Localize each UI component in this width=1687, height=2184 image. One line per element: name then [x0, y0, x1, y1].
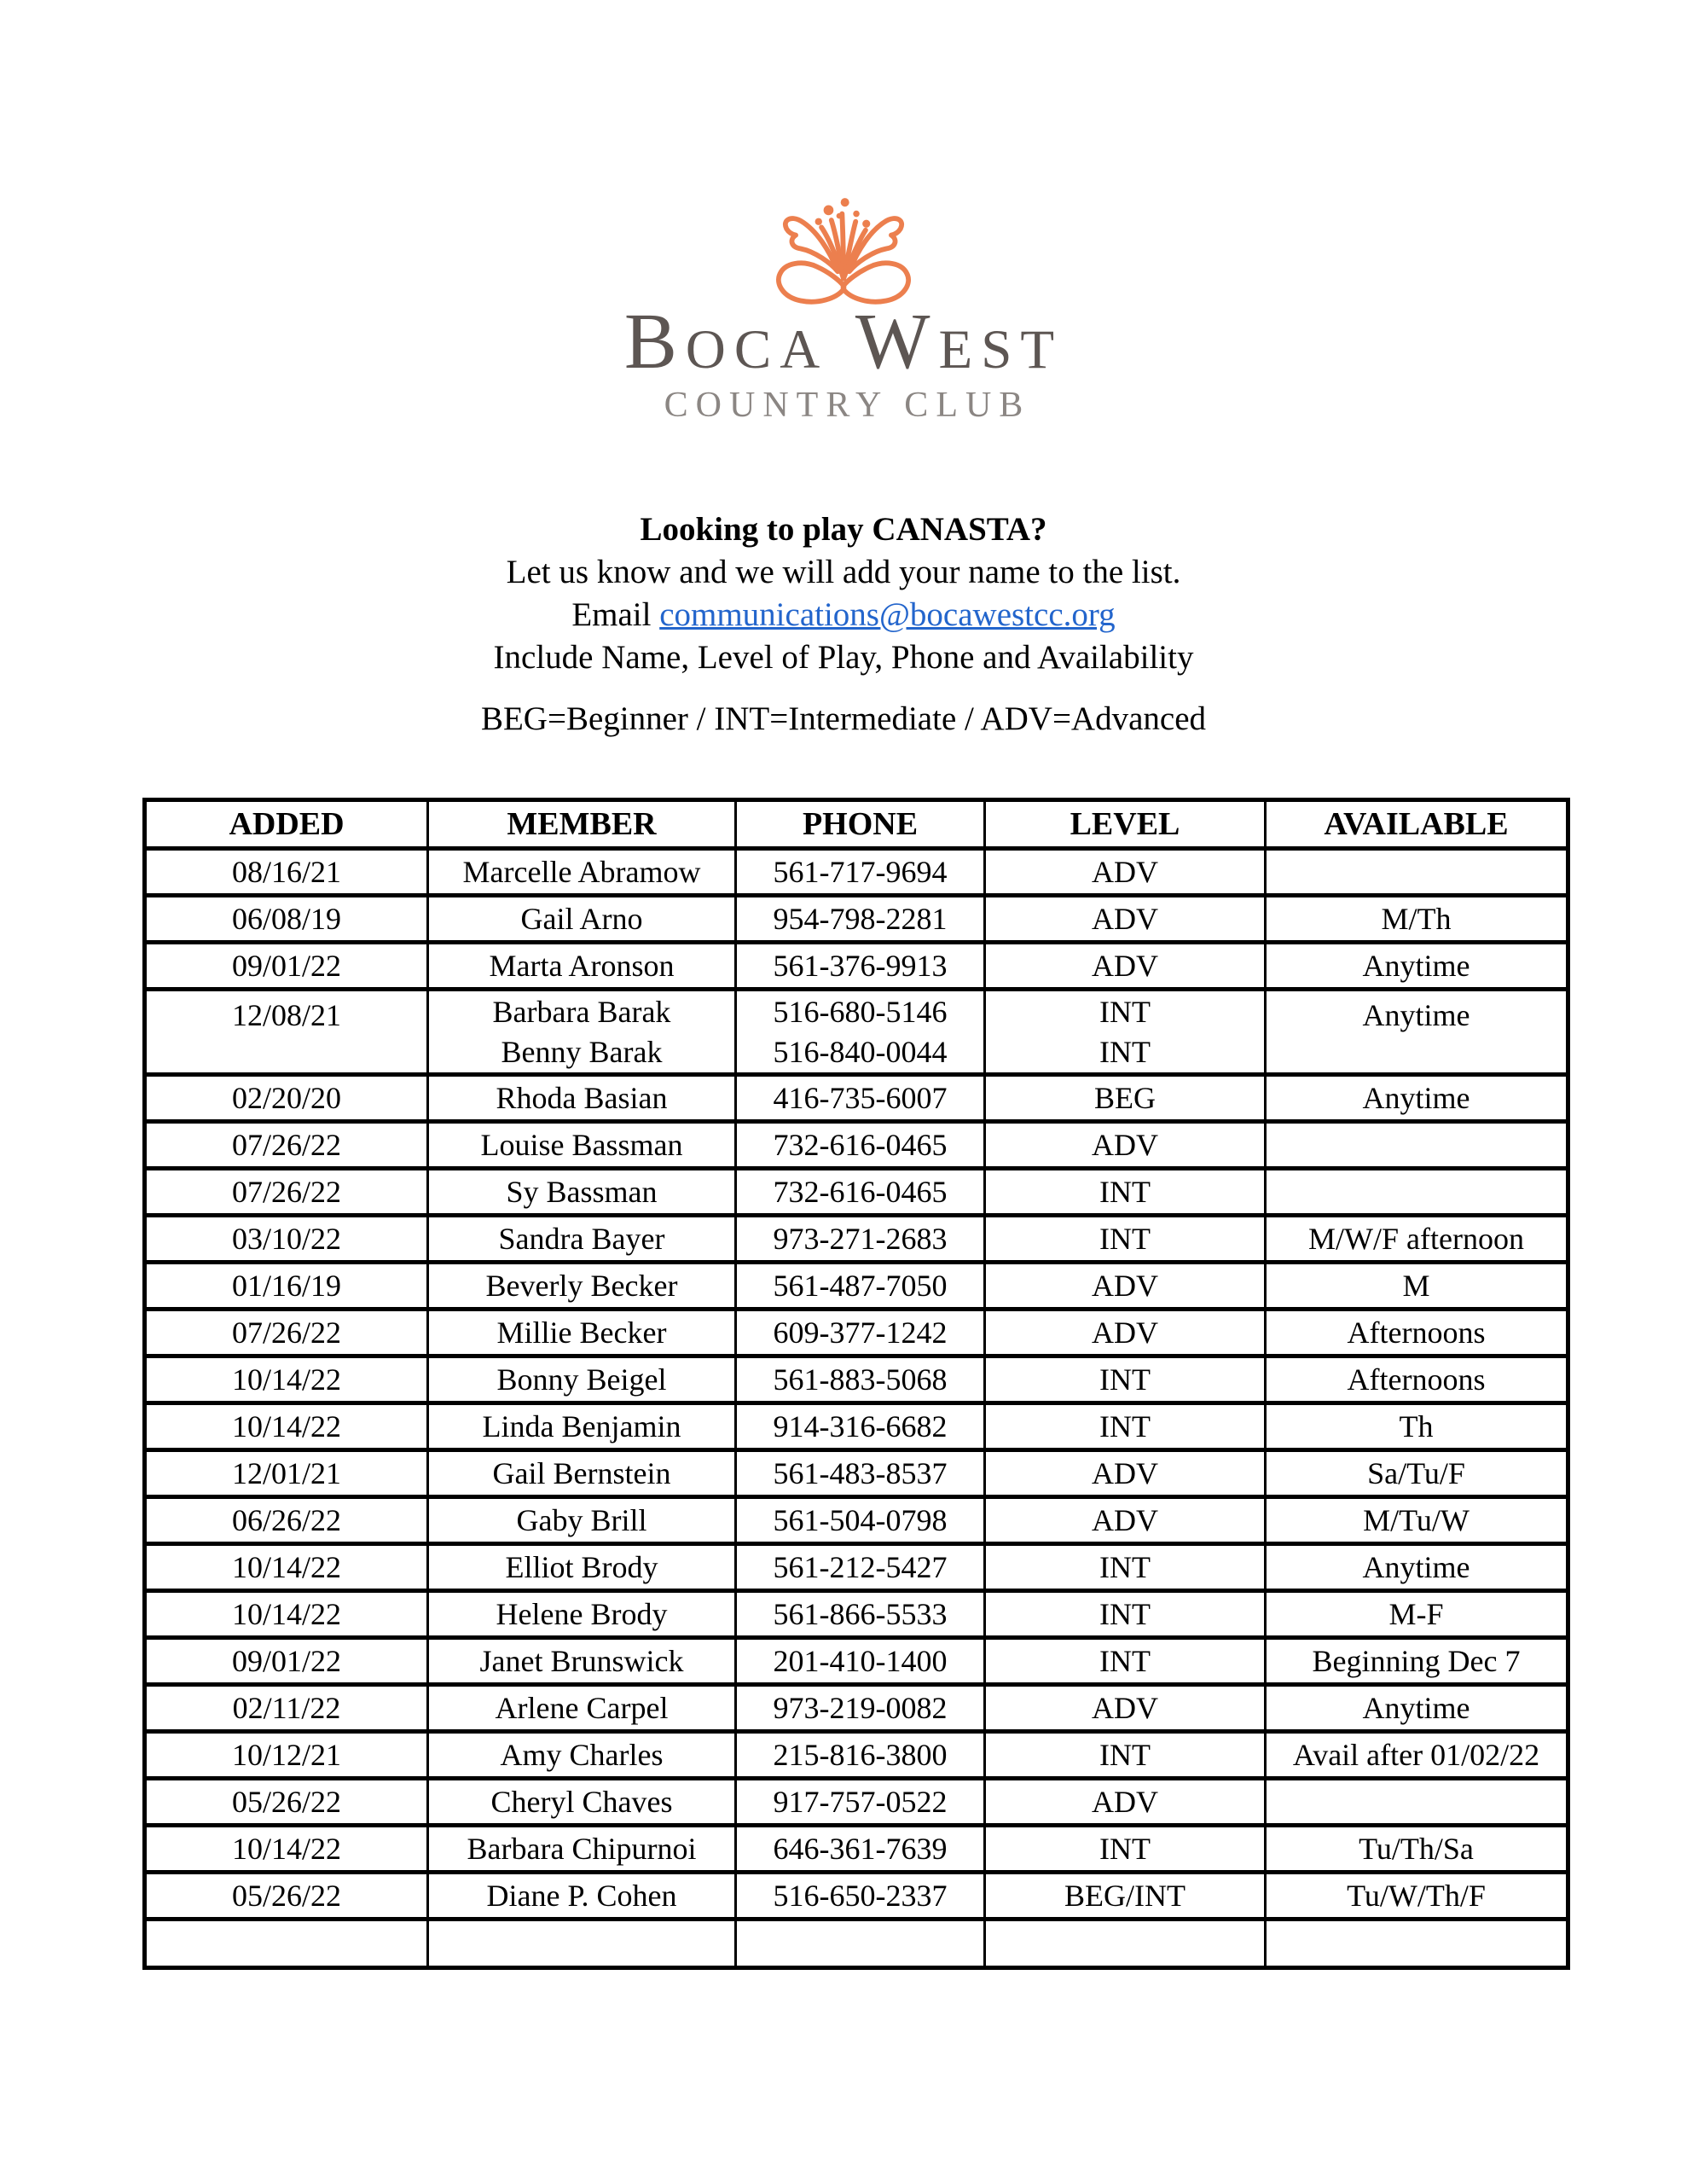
cell-phone	[736, 1920, 985, 1968]
cell-member: Louise Bassman	[428, 1122, 736, 1169]
cell-phone: 215-816-3800	[736, 1732, 985, 1779]
cell-member: Diane P. Cohen	[428, 1873, 736, 1920]
cell-added: 07/26/22	[145, 1122, 428, 1169]
cell-phone: 561-487-7050	[736, 1263, 985, 1310]
cell-phone: 732-616-0465	[736, 1122, 985, 1169]
cell-member: Gail Arno	[428, 896, 736, 943]
cell-level: ADV	[985, 1685, 1266, 1732]
cell-level: INT	[985, 1544, 1266, 1591]
cell-added: 08/16/21	[145, 849, 428, 896]
cell-available: Tu/W/Th/F	[1266, 1873, 1568, 1920]
cell-phone: 201-410-1400	[736, 1638, 985, 1685]
cell-available: Avail after 01/02/22	[1266, 1732, 1568, 1779]
cell-phone: 561-866-5533	[736, 1591, 985, 1638]
column-header-added: ADDED	[145, 800, 428, 849]
cell-added: 02/11/22	[145, 1685, 428, 1732]
table-row	[145, 990, 1568, 1075]
table-row	[145, 1216, 1568, 1263]
logo-wordmark: Boca West	[623, 298, 1064, 386]
table-row	[145, 1075, 1568, 1122]
table-row	[145, 1356, 1568, 1403]
cell-level: INT	[985, 1216, 1266, 1263]
cell-available: M/Th	[1266, 896, 1568, 943]
cell-phone: 973-219-0082	[736, 1685, 985, 1732]
cell-added: 10/14/22	[145, 1826, 428, 1873]
table-row	[145, 1779, 1568, 1826]
table-row	[145, 1591, 1568, 1638]
cell-member: Linda Benjamin	[428, 1403, 736, 1450]
cell-member: Arlene Carpel	[428, 1685, 736, 1732]
cell-available: Anytime	[1266, 990, 1568, 1075]
cell-level: INT	[985, 1169, 1266, 1216]
cell-phone: 914-316-6682	[736, 1403, 985, 1450]
cell-available	[1266, 1779, 1568, 1826]
cell-member: Gaby Brill	[428, 1497, 736, 1544]
table-row	[145, 1450, 1568, 1497]
cell-member: Helene Brody	[428, 1591, 736, 1638]
cell-member: Rhoda Basian	[428, 1075, 736, 1122]
cell-available: Afternoons	[1266, 1356, 1568, 1403]
cell-added: 10/14/22	[145, 1544, 428, 1591]
cell-added: 12/01/21	[145, 1450, 428, 1497]
cell-available: Sa/Tu/F	[1266, 1450, 1568, 1497]
cell-added: 10/12/21	[145, 1732, 428, 1779]
cell-phone: 516-650-2337	[736, 1873, 985, 1920]
cell-phone: 516-680-5146 516-840-0044	[736, 990, 985, 1075]
cell-phone: 561-504-0798	[736, 1497, 985, 1544]
cell-added: 10/14/22	[145, 1403, 428, 1450]
cell-added: 10/14/22	[145, 1591, 428, 1638]
cell-added: 05/26/22	[145, 1779, 428, 1826]
table-row	[145, 943, 1568, 990]
cell-available: M/Tu/W	[1266, 1497, 1568, 1544]
email-label: Email	[571, 596, 660, 633]
cell-level: ADV	[985, 943, 1266, 990]
intro-line-email	[0, 594, 1687, 636]
cell-level: INT INT	[985, 990, 1266, 1075]
table-row-empty	[145, 1920, 1568, 1968]
cell-level: INT	[985, 1591, 1266, 1638]
cell-level: INT	[985, 1356, 1266, 1403]
email-link[interactable]: communications@bocawestcc.org	[659, 596, 1116, 633]
cell-phone: 732-616-0465	[736, 1169, 985, 1216]
table-header-row	[145, 800, 1568, 849]
cell-phone: 561-883-5068	[736, 1356, 985, 1403]
cell-available: M	[1266, 1263, 1568, 1310]
cell-level: ADV	[985, 1450, 1266, 1497]
cell-added: 09/01/22	[145, 943, 428, 990]
cell-available	[1266, 1169, 1568, 1216]
cell-added	[145, 1920, 428, 1968]
cell-level: ADV	[985, 1122, 1266, 1169]
cell-phone: 561-717-9694	[736, 849, 985, 896]
cell-available: Anytime	[1266, 1075, 1568, 1122]
table-row	[145, 896, 1568, 943]
cell-added: 06/08/19	[145, 896, 428, 943]
cell-member: Barbara Barak Benny Barak	[428, 990, 736, 1075]
cell-added: 07/26/22	[145, 1169, 428, 1216]
roster-table-container	[142, 798, 1570, 1970]
cell-member: Cheryl Chaves	[428, 1779, 736, 1826]
cell-available: M-F	[1266, 1591, 1568, 1638]
hibiscus-flower-icon	[772, 195, 915, 307]
cell-member: Beverly Becker	[428, 1263, 736, 1310]
intro-line-1: Let us know and we will add your name to the list.	[506, 554, 1181, 590]
cell-added: 10/14/22	[145, 1356, 428, 1403]
column-header-member: MEMBER	[428, 800, 736, 849]
cell-available: Th	[1266, 1403, 1568, 1450]
cell-available: Anytime	[1266, 1544, 1568, 1591]
cell-member: Sandra Bayer	[428, 1216, 736, 1263]
table-row	[145, 1403, 1568, 1450]
cell-added: 09/01/22	[145, 1638, 428, 1685]
cell-available: Afternoons	[1266, 1310, 1568, 1356]
table-row	[145, 1544, 1568, 1591]
cell-added: 07/26/22	[145, 1310, 428, 1356]
cell-level: INT	[985, 1732, 1266, 1779]
table-row	[145, 1263, 1568, 1310]
level-legend: BEG=Beginner / INT=Intermediate / ADV=Advanced	[480, 700, 1207, 737]
cell-phone: 954-798-2281	[736, 896, 985, 943]
canasta-heading: Looking to play CANASTA?	[640, 511, 1047, 548]
cell-member: Sy Bassman	[428, 1169, 736, 1216]
cell-phone: 561-483-8537	[736, 1450, 985, 1497]
table-row	[145, 1826, 1568, 1873]
cell-available: Tu/Th/Sa	[1266, 1826, 1568, 1873]
cell-level: BEG	[985, 1075, 1266, 1122]
cell-phone: 917-757-0522	[736, 1779, 985, 1826]
cell-level	[985, 1920, 1266, 1968]
cell-available: Beginning Dec 7	[1266, 1638, 1568, 1685]
logo-subtitle: COUNTRY CLUB	[664, 386, 1031, 425]
cell-member: Bonny Beigel	[428, 1356, 736, 1403]
cell-phone: 973-271-2683	[736, 1216, 985, 1263]
cell-phone: 416-735-6007	[736, 1075, 985, 1122]
cell-level: ADV	[985, 1310, 1266, 1356]
cell-phone: 609-377-1242	[736, 1310, 985, 1356]
intro-line-3: Include Name, Level of Play, Phone and Availability	[493, 639, 1194, 676]
column-header-phone: PHONE	[736, 800, 985, 849]
column-header-level: LEVEL	[985, 800, 1266, 849]
table-row	[145, 1732, 1568, 1779]
cell-member: Amy Charles	[428, 1732, 736, 1779]
cell-phone: 561-212-5427	[736, 1544, 985, 1591]
cell-member: Marta Aronson	[428, 943, 736, 990]
cell-level: INT	[985, 1638, 1266, 1685]
table-row	[145, 1873, 1568, 1920]
cell-available	[1266, 1920, 1568, 1968]
table-row	[145, 849, 1568, 896]
boca-west-logo	[0, 0, 1687, 423]
table-row	[145, 1685, 1568, 1732]
table-row	[145, 1122, 1568, 1169]
table-row	[145, 1497, 1568, 1544]
cell-level: INT	[985, 1403, 1266, 1450]
cell-added: 01/16/19	[145, 1263, 428, 1310]
cell-added: 02/20/20	[145, 1075, 428, 1122]
cell-added: 06/26/22	[145, 1497, 428, 1544]
cell-member	[428, 1920, 736, 1968]
cell-member: Elliot Brody	[428, 1544, 736, 1591]
cell-level: ADV	[985, 849, 1266, 896]
canasta-table	[142, 798, 1570, 1970]
intro-text-block	[0, 508, 1687, 741]
cell-available: Anytime	[1266, 943, 1568, 990]
cell-phone: 561-376-9913	[736, 943, 985, 990]
cell-level: ADV	[985, 1779, 1266, 1826]
cell-level: ADV	[985, 896, 1266, 943]
cell-added: 12/08/21	[145, 990, 428, 1075]
table-body	[145, 849, 1568, 1968]
cell-phone: 646-361-7639	[736, 1826, 985, 1873]
cell-available: Anytime	[1266, 1685, 1568, 1732]
table-row	[145, 1638, 1568, 1685]
cell-available	[1266, 1122, 1568, 1169]
cell-member: Barbara Chipurnoi	[428, 1826, 736, 1873]
cell-level: ADV	[985, 1497, 1266, 1544]
cell-member: Gail Bernstein	[428, 1450, 736, 1497]
cell-member: Millie Becker	[428, 1310, 736, 1356]
cell-available: M/W/F afternoon	[1266, 1216, 1568, 1263]
cell-added: 05/26/22	[145, 1873, 428, 1920]
table-row	[145, 1310, 1568, 1356]
cell-added: 03/10/22	[145, 1216, 428, 1263]
cell-available	[1266, 849, 1568, 896]
cell-member: Marcelle Abramow	[428, 849, 736, 896]
table-row	[145, 1169, 1568, 1216]
cell-level: BEG/INT	[985, 1873, 1266, 1920]
cell-member: Janet Brunswick	[428, 1638, 736, 1685]
cell-level: INT	[985, 1826, 1266, 1873]
column-header-available: AVAILABLE	[1266, 800, 1568, 849]
cell-level: ADV	[985, 1263, 1266, 1310]
